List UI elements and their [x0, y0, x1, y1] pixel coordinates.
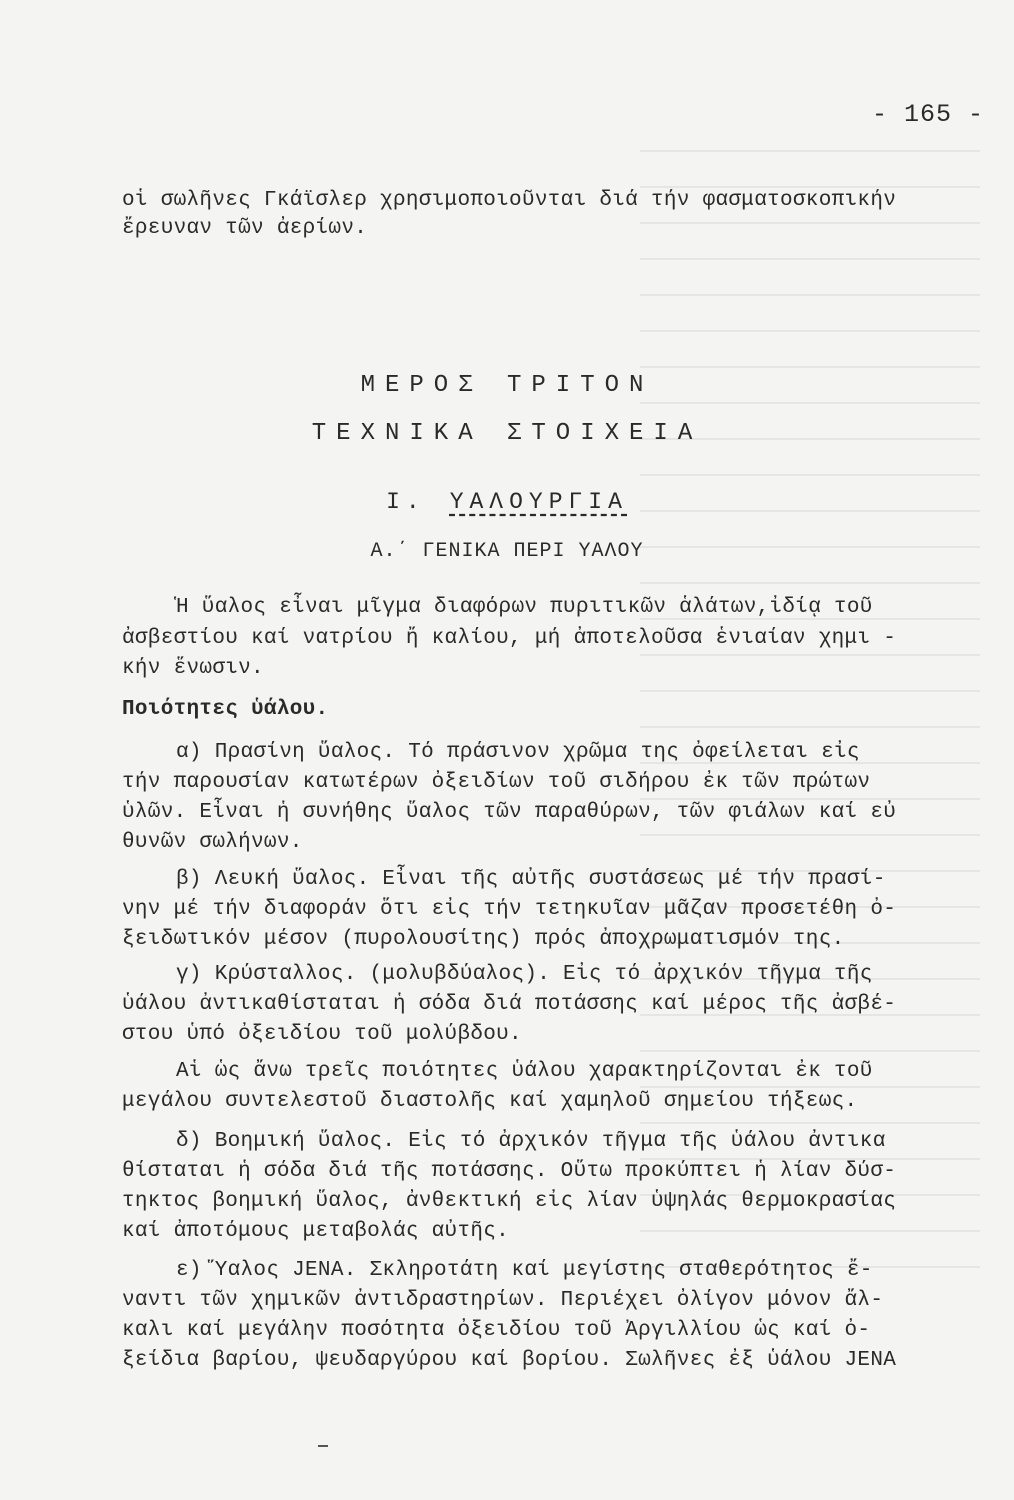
item-e-line-4: ξείδια βαρίου, ψευδαργύρου καί βορίου. Σωλῆνες ἐξ ὑάλου JENA: [122, 1349, 897, 1372]
item-e-line-3: καλι καί μεγάλην ποσότητα ὀξειδίου τοῦ Ἀργιλλίου ὡς καί ὀ-: [122, 1319, 871, 1342]
chapter-title: ΥΑΛΟΥΡΓΙΑ: [449, 489, 628, 515]
summary-line-1: Αἱ ὡς ἄνω τρεῖς ποιότητες ὑάλου χαρακτηρίζονται ἐκ τοῦ: [176, 1060, 873, 1083]
intro-line-2: ἔρευναν τῶν ἀερίων.: [122, 217, 368, 240]
item-b-line-2: νην μέ τήν διαφοράν ὅτι εἰς τήν τετηκυῖαν μᾶζαν προσετέθη ὀ-: [122, 898, 897, 921]
item-c-line-3: στου ὑπό ὀξειδίου τοῦ μολύβδου.: [122, 1023, 522, 1046]
item-d-line-1: δ) Βοημική ὕαλος. Εἰς τό ἀρχικόν τῆγμα τῆς ὑάλου ἀντικα: [176, 1130, 886, 1153]
item-a-line-2: τήν παρουσίαν κατωτέρων ὀξειδίων τοῦ σιδήρου ἐκ τῶν πρώτων: [122, 771, 871, 794]
intro-line-1: οἱ σωλῆνες Γκάϊσλερ χρησιμοποιοῦνται διά τήν φασματοσκοπικήν: [122, 189, 897, 212]
definition-line-1: Ἡ ὕαλος εἶναι μῖγμα διαφόρων πυριτικῶν ἁλάτων,ἰδίᾳ τοῦ: [176, 596, 873, 619]
item-e-line-2: ναντι τῶν χημικῶν ἀντιδραστηρίων. Περιέχει ὀλίγον μόνον ἄλ-: [122, 1289, 884, 1312]
part-title: ΜΕΡΟΣ ΤΡΙΤΟΝ: [360, 372, 654, 399]
item-c-line-1: γ) Κρύσταλλος. (μολυβδύαλος). Εἰς τό ἀρχικόν τῆγμα τῆς: [176, 963, 873, 986]
item-b-line-1: β) Λευκή ὕαλος. Εἶναι τῆς αὐτῆς συστάσεως μέ τήν πρασί-: [176, 868, 886, 891]
item-c-line-2: ὑάλου ἀντικαθίσταται ἡ σόδα διά ποτάσσης καί μέρος τῆς ἀσβέ-: [122, 993, 897, 1016]
definition-line-2: ἀσβεστίου καί νατρίου ἤ καλίου, μή ἀποτελοῦσα ἑνιαίαν χημι -: [122, 627, 897, 650]
item-a-line-4: θυνῶν σωλήνων.: [122, 831, 303, 854]
definition-line-3: κήν ἕνωσιν.: [122, 657, 264, 680]
item-d-line-4: καί ἀποτόμους μεταβολάς αὐτῆς.: [122, 1220, 510, 1243]
item-d-line-2: θίσταται ἡ σόδα διά τῆς ποτάσσης. Οὕτω προκύπτει ἡ λίαν δύσ-: [122, 1160, 897, 1183]
item-b-line-3: ξειδωτικόν μέσον (πυρολουσίτης) πρός ἀποχρωματισμόν της.: [122, 928, 845, 951]
qualities-heading: Ποιότητες ὑάλου.: [122, 698, 329, 721]
part-subtitle: ΤΕΧΝΙΚΑ ΣΤΟΙΧΕΙΑ: [311, 420, 703, 447]
chapter-heading: [0, 489, 1014, 515]
item-d-line-3: τηκτος βοημική ὕαλος, ἀνθεκτική εἰς λίαν ὑψηλάς θερμοκρασίας: [122, 1190, 897, 1213]
footer-dash-mark: [318, 1445, 328, 1447]
summary-line-2: μεγάλου συντελεστοῦ διαστολῆς καί χαμηλοῦ σημείου τήξεως.: [122, 1090, 858, 1113]
item-a-line-3: ὑλῶν. Εἶναι ἡ συνήθης ὕαλος τῶν παραθύρων, τῶν φιάλων καί εὐ: [122, 801, 897, 824]
page-number: - 165 -: [872, 100, 985, 129]
item-a-line-1: α) Πρασίνη ὕαλος. Τό πράσινον χρῶμα της ὀφείλεται εἰς: [176, 741, 860, 764]
chapter-number: Ι.: [386, 489, 426, 515]
section-title: Α.΄ ΓΕΝΙΚΑ ΠΕΡΙ ΥΑΛΟΥ: [370, 540, 644, 563]
item-e-line-1: ε) Ὕαλος JENA. Σκληροτάτη καί μεγίστης σταθερότητος ἔ-: [176, 1259, 873, 1282]
